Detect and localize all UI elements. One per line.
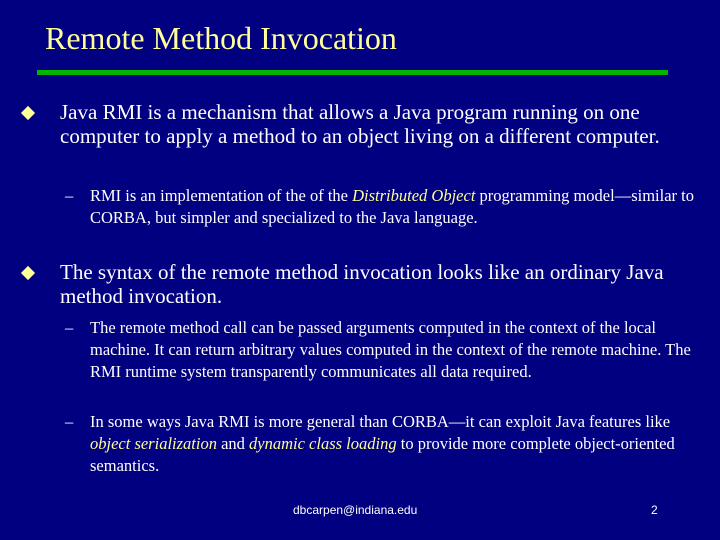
sub-bullet-2-2-mid: and bbox=[216, 434, 250, 453]
bullet-2-text: The syntax of the remote method invocation looks like an ordinary Java method invocation. bbox=[60, 260, 664, 308]
sub-bullet-dash: – bbox=[65, 186, 74, 205]
sub-bullet-1-1-emphasis: Distributed Object bbox=[352, 186, 476, 205]
slide-title: Remote Method Invocation bbox=[45, 20, 397, 56]
sub-bullet-1-1 bbox=[90, 185, 700, 229]
title-underline bbox=[37, 70, 668, 75]
sub-bullet-2-2 bbox=[90, 411, 700, 477]
sub-bullet-1-1-post: programming model—similar to CORBA, but simpler and specialized to the Java language. bbox=[90, 186, 694, 227]
bullet-diamond-icon bbox=[21, 266, 35, 280]
page-number: 2 bbox=[651, 503, 658, 517]
sub-bullet-2-2-pre: In some ways Java RMI is more general than CORBA—it can exploit Java features like bbox=[90, 412, 671, 431]
sub-bullet-1-1-pre: RMI is an implementation of the of the bbox=[90, 186, 353, 205]
sub-bullet-2-2-post: to provide more complete object-oriented semantics. bbox=[90, 434, 675, 475]
footer-email: dbcarpen@indiana.edu bbox=[293, 503, 418, 517]
sub-bullet-dash: – bbox=[65, 412, 74, 431]
bullet-1-text: Java RMI is a mechanism that allows a Java program running on one computer to apply a method to an object living on a different computer. bbox=[60, 100, 660, 148]
sub-bullet-2-1: The remote method call can be passed arguments computed in the context of the local machine. It can return arbitrary values computed in the context of the remote machine. The RMI runtime system transparently communicates all data required. bbox=[90, 318, 691, 381]
bullet-diamond-icon bbox=[21, 106, 35, 120]
sub-bullet-2-2-emphasis-1: object serialization bbox=[90, 434, 217, 453]
sub-bullet-2-2-emphasis-2: dynamic class loading bbox=[249, 434, 397, 453]
sub-bullet-dash: – bbox=[65, 318, 74, 337]
